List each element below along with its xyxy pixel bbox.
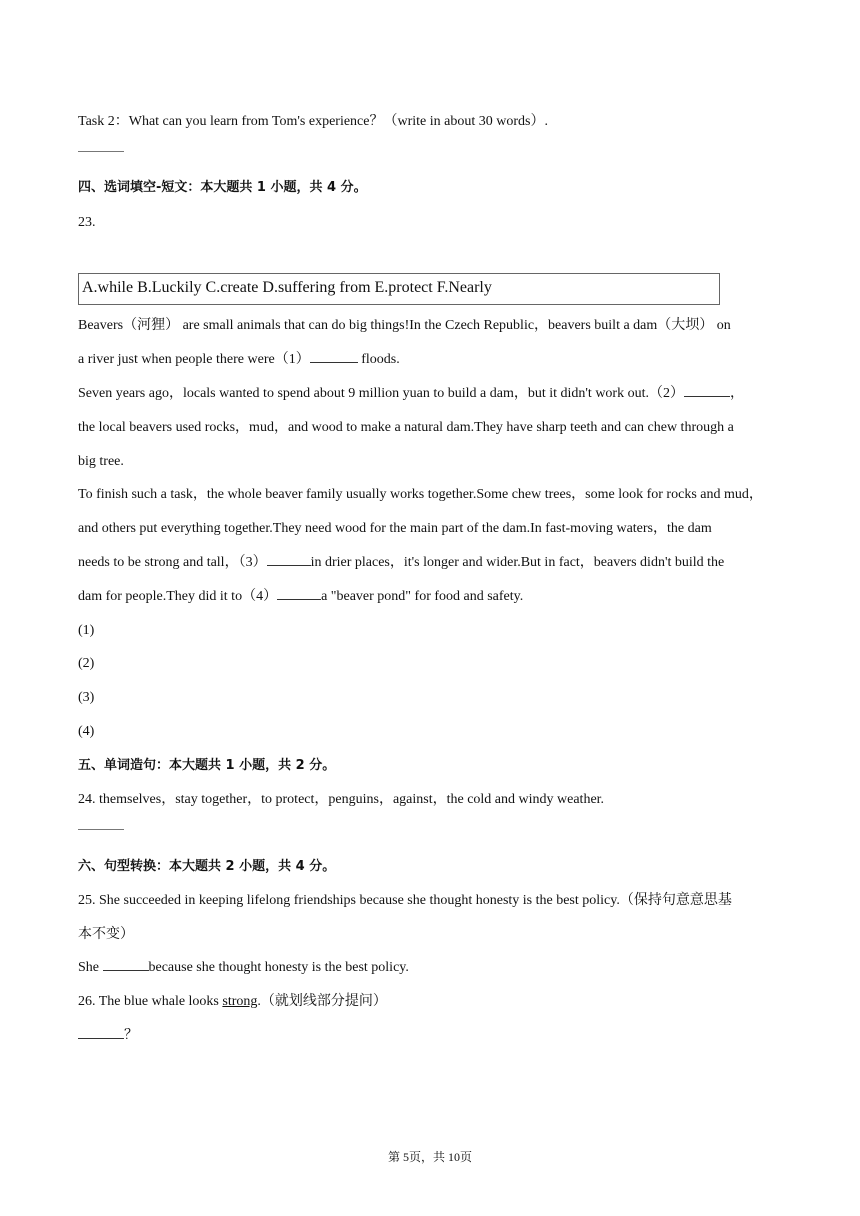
passage-line: big tree. — [78, 454, 124, 469]
passage-line: the local beavers used rocks，mud，and wood to make a natural dam.They have sharp teeth and can chew through a — [78, 420, 734, 435]
passage-line: Seven years ago，locals wanted to spend about 9 million yuan to build a dam，but it didn't work out.（2） ， — [78, 386, 744, 401]
passage-line: To finish such a task，the whole beaver family usually works together.Some chew trees，some look for rocks and mud， — [78, 487, 763, 502]
question-number: 23. — [78, 215, 96, 230]
question-26: 26. The blue whale looks strong.（就划线部分提问） — [78, 994, 387, 1009]
section4-title: 四、选词填空-短文：本大题共 1 小题，共 4 分。 — [78, 180, 367, 195]
passage-line: Beavers（河狸） are small animals that can do big things!In the Czech Republic，beavers built a dam（大坝） on — [78, 318, 731, 333]
question-25: 25. She succeeded in keeping lifelong friendships because she thought honesty is the best policy.（保持句意意思基 — [78, 893, 732, 908]
page-footer: 第 5页，共 10页 — [387, 1150, 472, 1164]
answer-label: (1) — [78, 623, 95, 638]
blank-2[interactable] — [684, 384, 730, 397]
answer-line — [78, 829, 124, 830]
answer-label: (4) — [78, 724, 95, 739]
passage-line: a river just when people there were（1） floods. — [78, 352, 400, 367]
section5-title: 五、单词造句：本大题共 1 小题，共 2 分。 — [78, 758, 336, 773]
question-24: 24. themselves，stay together，to protect，penguins，against，the cold and windy weather. — [78, 792, 605, 807]
options-box: A.while B.Luckily C.create D.suffering from E.protect F.Nearly — [78, 273, 720, 305]
passage-line: dam for people.They did it to（4） a "beaver pond" for food and safety. — [78, 589, 524, 604]
passage-line: and others put everything together.They need wood for the main part of the dam.In fast-moving waters，the dam — [78, 521, 712, 536]
blank-25[interactable] — [103, 958, 149, 971]
answer-label: (3) — [78, 690, 95, 705]
passage-line: needs to be strong and tall，（3） in drier places，it's longer and wider.But in fact，beavers didn't build the — [78, 555, 725, 570]
question-25-cont: 本不变） — [78, 927, 134, 942]
answer-label: (2) — [78, 656, 95, 671]
underlined-word: strong — [222, 994, 258, 1009]
section6-title: 六、句型转换：本大题共 2 小题，共 4 分。 — [78, 859, 336, 874]
blank-26[interactable] — [78, 1026, 124, 1039]
task2-question: Task 2：What can you learn from Tom's experience？（write in about 30 words）. — [78, 114, 548, 129]
question-25-answer: She because she thought honesty is the best policy. — [78, 960, 409, 975]
blank-4[interactable] — [277, 587, 321, 600]
blank-3[interactable] — [267, 553, 311, 566]
blank-1[interactable] — [310, 350, 358, 363]
answer-line — [78, 151, 124, 152]
question-26-answer: ？ — [78, 1026, 138, 1046]
